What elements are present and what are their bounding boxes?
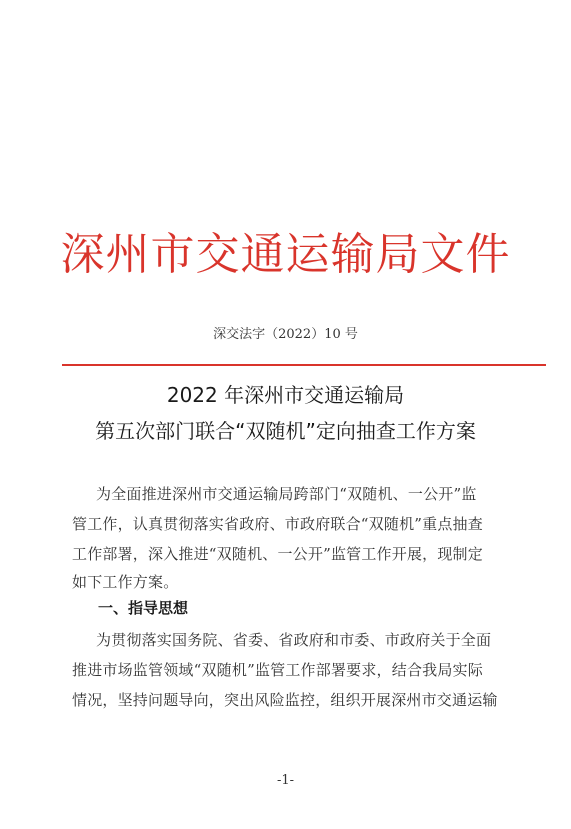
document-title-line-1: 2022 年深州市交通运输局	[166, 383, 405, 407]
intro-line-2: 管工作，认真贯彻落实省政府、市政府联合“双随机”重点抽查	[72, 515, 483, 533]
page-number: -1-	[276, 773, 295, 788]
intro-line-1: 为全面推进深州市交通运输局跨部门“双随机、一公开”监	[96, 485, 477, 503]
section1-line-3: 情况，坚持问题导向，突出风险监控，组织开展深州市交通运输	[72, 691, 498, 709]
document-number: 深交法字（2022）10 号	[213, 327, 358, 342]
section1-line-1: 为贯彻落实国务院、省委、省政府和市委、市政府关于全面	[96, 631, 492, 649]
document-title-line-2: 第五次部门联合“双随机”定向抽查工作方案	[95, 419, 476, 443]
document-masthead: 深州市交通运输局文件	[60, 229, 511, 280]
red-divider-line	[62, 364, 546, 366]
intro-line-3: 工作部署，深入推进“双随机、一公开”监管工作开展，现制定	[72, 545, 483, 563]
section1-line-2: 推进市场监管领域“双随机”监管工作部署要求，结合我局实际	[72, 661, 483, 679]
section-heading-guiding-ideology: 一、指导思想	[98, 599, 189, 617]
intro-line-4: 如下工作方案。	[72, 573, 179, 591]
